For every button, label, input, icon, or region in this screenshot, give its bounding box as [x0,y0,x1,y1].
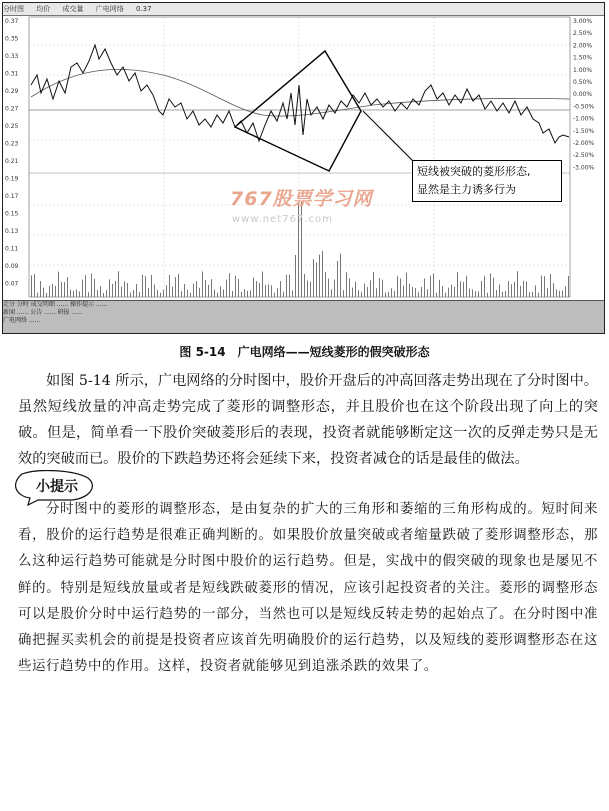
volume-bar [88,292,89,297]
volume-bar [232,291,233,297]
volume-bar [439,280,440,297]
volume-bar [553,283,554,297]
volume-bar [280,281,281,297]
volume-bar [403,286,404,297]
chart-info-bar [3,300,604,334]
volume-bar [388,292,389,297]
volume-bar [184,284,185,297]
volume-bar [199,288,200,297]
volume-bar [283,292,284,297]
volume-bar [442,286,443,297]
watermark-logo-text: 767股票学习网 [230,188,373,210]
volume-bar [133,290,134,297]
volume-bar [67,277,68,297]
volume-bar [490,273,491,297]
volume-bar [58,272,59,297]
right-tick-label: -0.50% [573,103,595,111]
volume-bar [31,275,32,297]
volume-bar [481,281,482,297]
volume-bar [52,284,53,297]
volume-bar [556,289,557,297]
volume-bar [397,276,398,297]
volume-bar [400,279,401,297]
volume-bar [271,285,272,297]
volume-bar [496,290,497,297]
volume-bar [178,274,179,297]
body-paragraph: 如图 5-14 所示，广电网络的分时图中，股价开盘后的冲高回落走势出现在了分时图中。虽然短线放量的冲高走势完成了菱形的调整形态，并且股价也在这个阶段出现了向上的突破。但是，简单看一下股价突破菱形后的表现，投资者就能够断定这一次的反弹走势只是无效的突破而已。股价的下跌趋势还将会延续下来，投资者减仓的话是最佳的做法。 [18,373,598,467]
volume-bar [172,287,173,297]
volume-bar [91,274,92,297]
volume-bar [544,276,545,297]
volume-bar [145,276,146,297]
volume-bar [460,281,461,297]
volume-bar [316,262,317,297]
volume-bar [205,280,206,297]
volume-bar [508,281,509,297]
volume-bar [115,281,116,297]
volume-bar [568,276,569,297]
volume-bar [61,282,62,297]
info-line: 走分 分时 成交明细 ...... 操作提示 ...... [3,301,108,308]
volume-bar [64,282,65,297]
volume-bar [466,276,467,297]
figure-caption: 图 5-14 广电网络——短线菱形的假突破形态 [179,345,430,359]
volume-bar [265,285,266,297]
volume-bar [148,288,149,297]
volume-bar [415,288,416,297]
right-tick-label: -2.00% [573,140,595,147]
volume-bar [118,271,119,297]
volume-bar [70,290,71,297]
volume-bar [523,281,524,297]
volume-bar [562,291,563,297]
volume-bar [313,259,314,297]
volume-bar [160,293,161,297]
watermark-url: www.net767.com [232,214,333,225]
volume-bar [310,282,311,297]
left-tick-label: 0.27 [5,105,19,113]
chart-plot [3,15,604,300]
left-tick-label: 0.19 [5,175,19,183]
volume-bar [127,283,128,297]
volume-bar [445,293,446,297]
volume-bar [43,288,44,297]
volume-bar [412,287,413,297]
left-tick-label: 0.23 [5,140,19,148]
right-tick-label: 1.00% [573,66,593,74]
callout-line: 短线被突破的菱形形态, [417,165,531,178]
volume-bar [367,287,368,297]
volume-bar [295,255,296,297]
volume-bar [214,290,215,297]
chart-callout [412,160,562,202]
volume-bar [100,286,101,297]
volume-bar [352,288,353,297]
volume-bar [151,275,152,297]
volume-bar [235,276,236,297]
right-axis-ticks [573,18,595,171]
volume-bar [187,290,188,297]
left-tick-label: 0.07 [5,280,19,288]
left-tick-label: 0.21 [5,158,19,165]
volume-bar [517,271,518,297]
volume-bar [469,289,470,297]
volume-bar [391,288,392,297]
volume-bar [142,275,143,297]
tip-paragraph: 分时图中的菱形的调整形态，是由复杂的扩大的三角形和萎缩的三角形构成的。短时间来看，股价的运行趋势是很难正确判断的。如果股价放量突破或者缩量跌破了菱形调整形态，那么这种运行趋势可能就是分时图中股价的运行趋势。但是，实战中的假突破的现象也是屡见不鲜的。特别是短线放量或者是短线跌破菱形的情况，应该引起投资者的关注。菱形的调整形态可以是股价分时中运行趋势的一部分，当然也可以是短线反转走势的起始点了。在分时图中准确把握买卖机会的前提是投资者应该首先明确股价的运行趋势，以及短线的菱形调整形态在这些运行趋势中的作用。这样，投资者就能够见到追涨杀跌的效果了。 [18,502,598,675]
volume-bar [343,290,344,297]
volume-bar [130,293,131,297]
volume-bar [559,291,560,297]
volume-bar [361,292,362,297]
volume-bar [307,280,308,297]
volume-bar [394,291,395,297]
volume-bar [427,289,428,297]
volume-bar [433,273,434,297]
volume-bar [136,284,137,297]
right-tick-label: 3.00% [573,18,593,25]
volume-bar [82,280,83,297]
volume-bar [520,286,521,297]
volume-bar [475,291,476,297]
volume-bar [337,261,338,297]
right-tick-label: 0.00% [573,91,593,99]
tip-label: 小提示 [36,479,78,495]
volume-bar [529,292,530,297]
volume-bar [157,290,158,297]
volume-bar [532,292,533,297]
volume-bar [46,293,47,297]
right-tick-label: 2.50% [573,30,593,38]
volume-bar [223,289,224,297]
volume-bar [424,278,425,297]
volume-bar [259,283,260,297]
volume-bar [112,284,113,297]
volume-bar [193,284,194,297]
volume-bar [418,292,419,297]
volume-bar [454,287,455,297]
volume-bar [169,275,170,297]
left-tick-label: 0.29 [5,88,19,95]
volume-bar [451,285,452,297]
info-line: 新闻 ...... 公告 ...... 研报 ...... [3,309,83,316]
volume-bar [358,290,359,297]
volume-bar [229,273,230,297]
volume-bar [331,289,332,297]
volume-bar [34,274,35,297]
volume-bar [448,288,449,297]
volume-bar [406,272,407,297]
volume-bar [121,287,122,297]
right-tick-label: -1.50% [573,127,595,135]
volume-bar [55,286,56,297]
right-tick-label: -1.00% [573,115,595,123]
volume-bar [550,274,551,297]
volume-bar [286,275,287,297]
volume-bar [346,272,347,297]
volume-bar [94,279,95,297]
volume-bar [370,280,371,297]
volume-bar [373,272,374,297]
right-tick-label: 2.00% [573,42,593,50]
volume-bar [364,284,365,297]
volume-bar [211,279,212,297]
volume-bar [268,284,269,297]
volume-bar [478,291,479,297]
volume-bar [124,282,125,297]
volume-bar [355,282,356,297]
volume-bar [139,292,140,297]
info-line: 广电网络 ...... [3,317,41,324]
volume-bar [190,293,191,297]
volume-bar [106,290,107,297]
volume-bar [79,291,80,297]
left-tick-label: 0.09 [5,263,19,270]
volume-bar [40,281,41,297]
toolbar-item[interactable]: 成交量 [62,5,84,13]
toolbar-item[interactable]: 均价 [36,5,51,13]
volume-bar [385,293,386,297]
volume-bar [85,275,86,297]
callout-pointer [363,111,415,163]
volume-bar [322,251,323,297]
volume-bar [247,291,248,297]
volume-bar [457,272,458,297]
volume-bar [334,280,335,297]
volume-bar [538,293,539,297]
left-axis-ticks [5,18,19,288]
volume-bar [250,290,251,297]
volume-bar [325,272,326,297]
volume-bar [502,292,503,297]
volume-bar [166,285,167,297]
volume-bar [349,278,350,297]
volume-bar [274,293,275,297]
volume-bar [97,290,98,297]
volume-bar [256,281,257,297]
volume-bar [37,293,38,297]
volume-bar [514,282,515,297]
volume-bar [181,291,182,297]
volume-bar [535,285,536,297]
volume-bar [493,278,494,297]
volume-bar [163,290,164,297]
volume-bar [244,289,245,297]
right-tick-label: -3.00% [573,164,595,172]
volume-bar [472,289,473,297]
volume-bar [76,289,77,297]
volume-bar [238,279,239,297]
volume-bar [217,293,218,297]
volume-bar [292,291,293,297]
volume-bar [220,286,221,297]
volume-bar [409,284,410,297]
volume-bar [430,276,431,297]
left-tick-label: 0.15 [5,210,19,218]
volume-bar [463,282,464,297]
volume-bar [262,272,263,297]
volume-bar [154,284,155,297]
volume-bar [208,285,209,297]
left-tick-label: 0.35 [5,35,19,43]
volume-bar [511,284,512,297]
volume-bar [175,277,176,297]
volume-bar [547,288,548,297]
volume-bar [376,288,377,297]
right-tick-label: 0.50% [573,79,593,86]
volume-bar [196,281,197,297]
volume-bar [304,274,305,297]
volume-bar [382,280,383,297]
volume-bar [109,279,110,297]
left-tick-label: 0.11 [5,245,19,253]
volume-bar [226,280,227,297]
toolbar-item[interactable]: 分时图 [3,5,24,13]
volume-bar [289,275,290,297]
volume-bar [328,279,329,297]
left-tick-label: 0.31 [5,70,19,78]
callout-line: 显然是主力诱多行为 [417,183,516,196]
volume-bar [484,276,485,297]
volume-bar [526,281,527,297]
volume-bar [277,288,278,297]
left-tick-label: 0.17 [5,193,19,200]
volume-bar [253,278,254,297]
toolbar-item: 广电网络 [95,5,124,13]
volume-bar [487,293,488,297]
left-tick-label: 0.37 [5,18,19,25]
right-tick-label: 1.50% [573,54,593,62]
volume-bar [241,292,242,297]
volume-bar [202,272,203,297]
volume-bar [379,278,380,297]
right-tick-label: -2.50% [573,152,595,160]
left-tick-label: 0.33 [5,53,19,60]
volume-bar [73,291,74,297]
volume-bar [421,287,422,297]
volume-bar [319,255,320,297]
volume-bar [565,286,566,297]
volume-bar [436,293,437,297]
volume-bar [541,276,542,297]
volume-bar [340,254,341,297]
volume-bar [499,284,500,297]
left-tick-label: 0.25 [5,123,19,130]
left-tick-label: 0.13 [5,228,19,235]
price-line [31,45,569,143]
toolbar-item: 0.37 [135,5,152,13]
diamond-pattern-outline [235,51,361,171]
volume-bar [49,286,50,297]
volume-bar [505,291,506,297]
volume-bar [103,293,104,297]
